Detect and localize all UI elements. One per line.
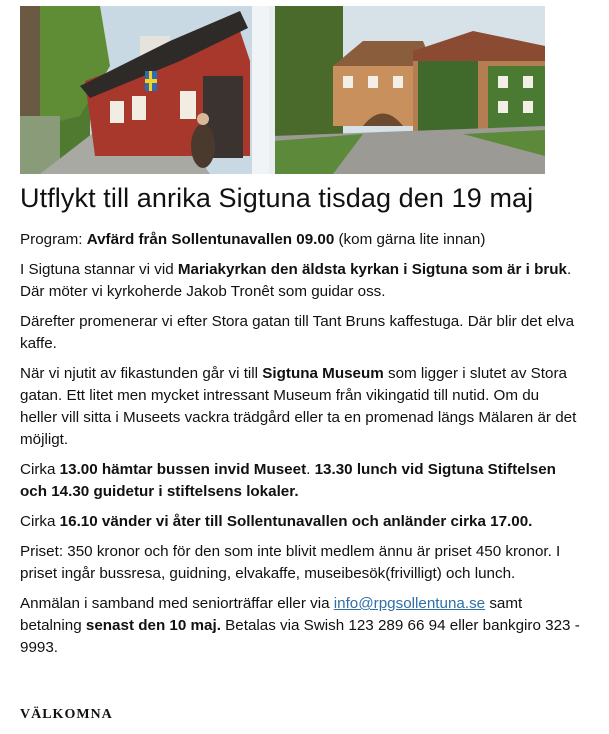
lunch-sep: . — [306, 461, 315, 478]
page-title: Utflykt till anrika Sigtuna tisdag den 19 maj — [20, 183, 534, 213]
registration-paragraph — [20, 593, 580, 659]
church-rest: . Där möter vi kyrkoherde Jakob Tronêt som guidar oss. — [20, 261, 572, 300]
registration-intro: Anmälan i samband med seniorträffar eller via — [20, 595, 334, 612]
price-paragraph: Priset: 350 kronor och för den som inte blivit medlem ännu är priset 450 kronor. I priset ingår bussresa, guidning, elvakaffe, museibesök(frivilligt) och lunch. — [20, 543, 561, 582]
program-label: Program: — [20, 231, 87, 248]
museum-paragraph — [20, 363, 580, 451]
payment-info: Betalas via Swish 123 289 66 94 eller bankgiro 323 - 9993. — [20, 617, 580, 656]
program-paragraph — [20, 229, 580, 251]
photo-divider — [269, 6, 275, 174]
closing-greeting: VÄLKOMNA — [20, 707, 113, 722]
museum-name: Sigtuna Museum — [262, 365, 384, 382]
museum-intro: När vi njutit av fikastunden går vi till — [20, 365, 263, 382]
street-photo-illustration — [20, 6, 272, 174]
photo-sigtuna-museum — [273, 6, 545, 174]
lunch-bus-time: 13.00 hämtar bussen invid Museet — [59, 461, 307, 478]
program-departure: Avfärd från Sollentunavallen 09.00 — [86, 231, 335, 248]
registration-mid: samt betalning — [20, 595, 523, 634]
lunch-paragraph — [20, 459, 580, 503]
return-details: 16.10 vänder vi åter till Sollentunavallen och anländer cirka 17.00. — [59, 513, 533, 530]
registration-deadline: senast den 10 maj. — [85, 617, 221, 634]
invitation-body — [20, 229, 580, 667]
museum-rest: som ligger i slutet av Stora gatan. Ett litet men mycket intressant Museum från vikingatid till nutid. Om du heller vill sitta i Museets vackra trädgård eller ta en promenad längs Mälaren är det möjligt. — [20, 365, 577, 448]
program-note: (kom gärna lite innan) — [334, 231, 486, 248]
cafe-paragraph: Därefter promenerar vi efter Stora gatan till Tant Bruns kaffestuga. Där blir det elva kaffe. — [20, 313, 575, 352]
church-name: Mariakyrkan den äldsta kyrkan i Sigtuna som är i bruk — [177, 261, 567, 278]
header-photos — [20, 6, 545, 174]
email-link[interactable]: info@rpgsollentuna.se — [333, 595, 486, 612]
lunch-intro: Cirka — [20, 461, 60, 478]
photo-sigtuna-street — [20, 6, 272, 174]
return-paragraph — [20, 511, 580, 533]
lunch-details: 13.30 lunch vid Sigtuna Stiftelsen och 14.30 guidetur i stiftelsens lokaler. — [20, 461, 556, 500]
museum-photo-illustration — [273, 6, 545, 174]
return-intro: Cirka — [20, 513, 60, 530]
church-intro: I Sigtuna stannar vi vid — [20, 261, 178, 278]
church-paragraph — [20, 259, 580, 303]
